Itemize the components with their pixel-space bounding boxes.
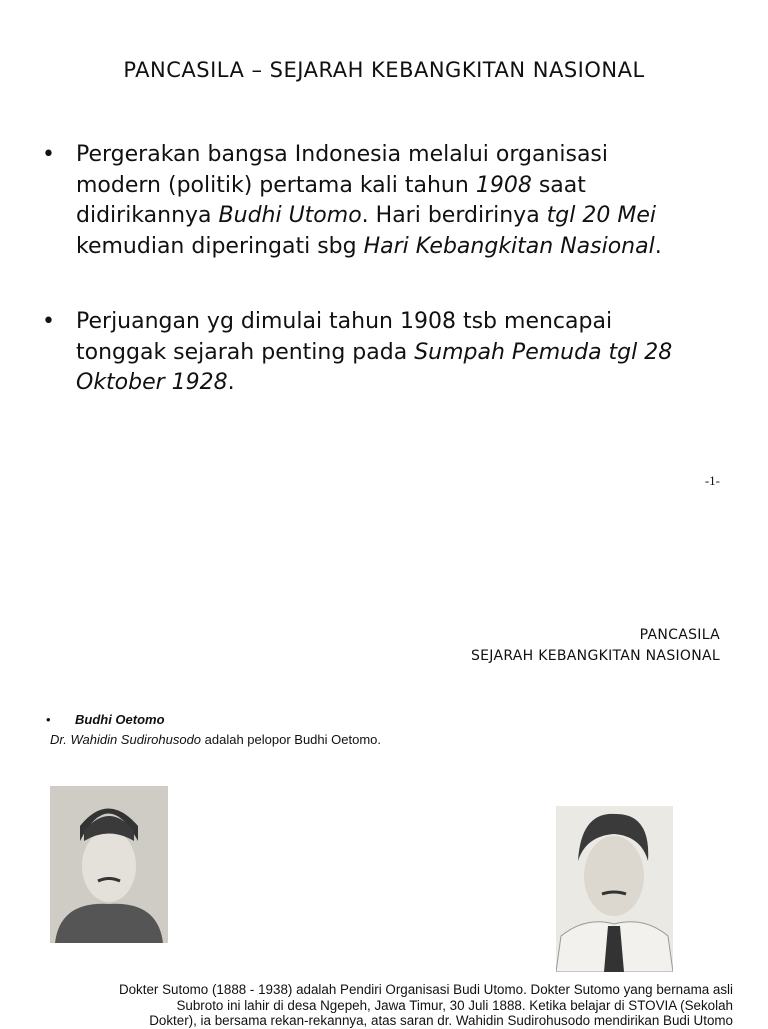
portrait-sutomo	[556, 806, 673, 972]
page-number: -1-	[704, 473, 720, 488]
bullet-icon: •	[42, 309, 55, 334]
portrait-wahidin	[50, 786, 168, 943]
portrait-caption: Dokter Sutomo (1888 - 1938) adalah Pendiri Organisasi Budi Utomo. Dokter Sutomo yang bernama asli Subroto ini lahir di desa Ngepeh, Jawa Timur, 30 Juli 1888. Ketika belajar di STOVIA (Sekolah Dokter), ia bersama rekan-rekannya, atas saran dr. Wahidin Sudirohusodo mendirikan Budi Utomo	[118, 982, 733, 1028]
slide-title: PANCASILA – SEJARAH KEBANGKITAN NASIONAL	[123, 58, 645, 82]
bullet-line: didirikannya Budhi Utomo. Hari berdirinya tgl 20 Mei	[76, 203, 656, 228]
bullet-line: kemudian diperingati sbg Hari Kebangkitan Nasional.	[76, 233, 662, 259]
intro-line: Dr. Wahidin Sudirohusodo adalah pelopor Budhi Oetomo.	[50, 732, 381, 747]
bullet-line: Perjuangan yg dimulai tahun 1908 tsb mencapai	[76, 309, 613, 334]
bullet-line: tonggak sejarah penting pada Sumpah Pemuda tgl 28	[76, 339, 673, 365]
slide2-subheading: SEJARAH KEBANGKITAN NASIONAL	[470, 648, 720, 664]
bullet-line: modern (politik) pertama kali tahun 1908 saat	[76, 172, 586, 198]
bullet-line: Oktober 1928.	[76, 370, 235, 395]
section-title: Budhi Oetomo	[75, 712, 165, 727]
slide2-heading: PANCASILA	[639, 627, 720, 643]
bullet-line: Pergerakan bangsa Indonesia melalui organisasi	[76, 142, 609, 167]
bullet-icon: •	[42, 142, 55, 167]
bullet-icon: •	[46, 712, 51, 727]
